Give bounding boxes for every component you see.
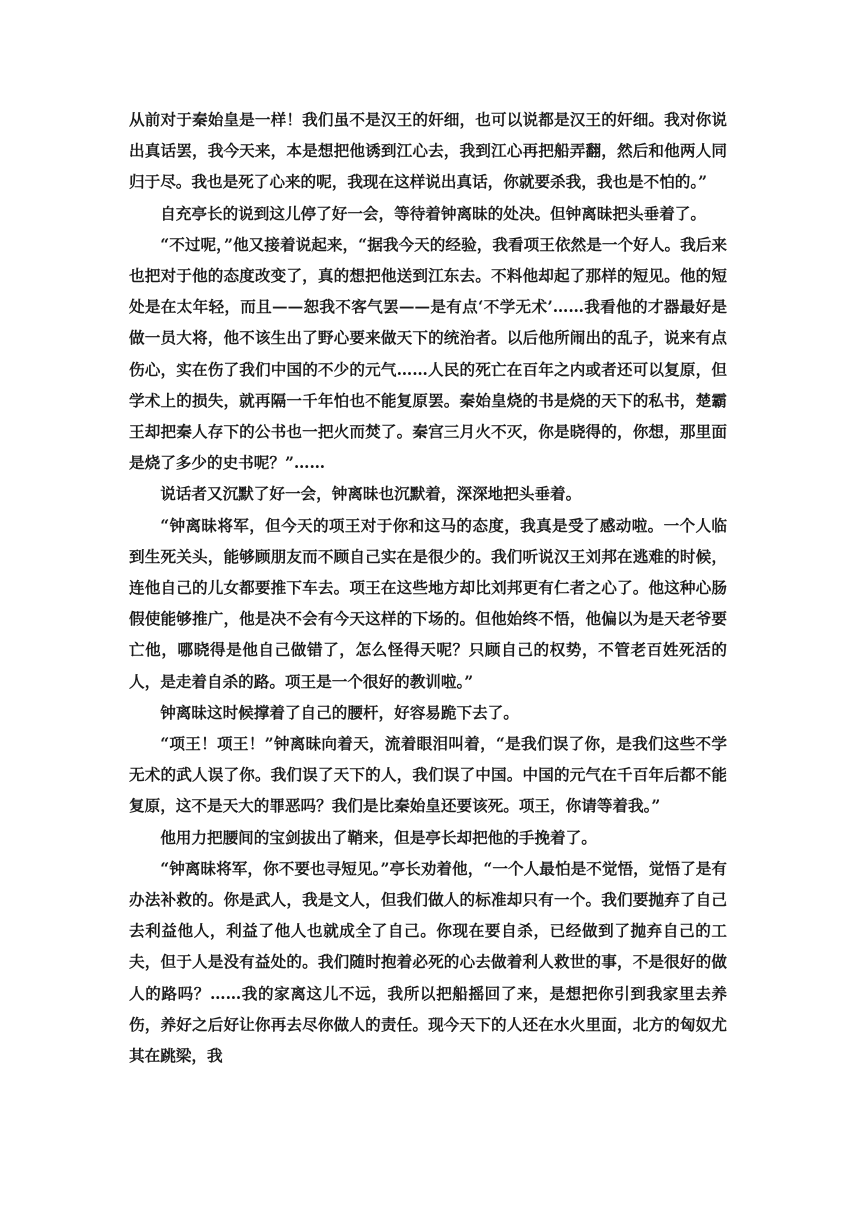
paragraph: 自充亭长的说到这儿停了好一会，等待着钟离昧的处决。但钟离昧把头垂着了。 xyxy=(160,203,706,223)
paragraph: “钟离昧将军，你不要也寻短见。”亭长劝着他，“一个人最怕是不觉悟，觉悟了是有办法补救的。你是武人，我是文人，但我们做人的标准却只有一个。我们要抛弃了自己去利益他人，利益了他人也就成全了自己。你现在要自杀，已经做到了抛弃自己的工夫，但于人是没有益处的。我们随时抱着必死的心去做着利人救世的事，不是很好的做人的路吗？……我的家离这儿不远，我所以把船摇回了来，是想把你引到我家里去养伤，养好之后好让你再去尽你做人的责任。现今天下的人还在水火里面，北方的匈奴尤其在跳梁，我 xyxy=(129,858,727,1066)
paragraph: “钟离昧将军，但今天的项王对于你和这马的态度，我真是受了感动啦。一个人临到生死关头，能够顾朋友而不顾自己实在是很少的。我们听说汉王刘邦在逃难的时候，连他自己的儿女都要推下车去。项王在这些地方却比刘邦更有仁者之心了。他这种心肠假使能够推广，他是决不会有今天这样的下场的。但他始终不悟，他偏以为是天老爷要亡他，哪晓得是他自己做错了，怎么怪得天呢？只顾自己的权势，不管老百姓死活的人，是走着自杀的路。项王是一个很好的教训啦。” xyxy=(129,515,727,691)
paragraph: 说话者又沉默了好一会，钟离昧也沉默着，深深地把头垂着。 xyxy=(160,484,582,504)
document-body xyxy=(129,104,727,1071)
paragraph: “项王！项王！”钟离昧向着天，流着眼泪叫着，“是我们误了你，是我们这些不学无术的武人误了你。我们误了天下的人，我们误了中国。中国的元气在千百年后都不能复原，这不是天大的罪恶吗？我们是比秦始皇还要该死。项王，你请等着我。” xyxy=(129,734,727,816)
paragraph: 钟离昧这时候撑着了自己的腰杆，好容易跪下去了。 xyxy=(160,702,519,722)
paragraph: “不过呢，”他又接着说起来，“据我今天的经验，我看项王依然是一个好人。我后来也把对于他的态度改变了，真的想把他送到江东去。不料他却起了那样的短见。他的短处是在太年轻，而且——恕我不客气罢——是有点‘不学无术’……我看他的才器最好是做一员大将，他不该生出了野心要来做天下的统治者。以后他所闹出的乱子，说来有点伤心，实在伤了我们中国的不少的元气……人民的死亡在百年之内或者还可以复原，但学术上的损失，就再隔一千年怕也不能复原罢。秦始皇烧的书是烧的天下的私书，楚霸王却把秦人存下的公书也一把火而焚了。秦宫三月火不灭，你是晓得的，你想，那里面是烧了多少的史书呢？”…… xyxy=(129,234,727,473)
paragraph: 从前对于秦始皇是一样！我们虽不是汉王的奸细，也可以说都是汉王的奸细。我对你说出真话罢，我今天来，本是想把他诱到江心去，我到江心再把船弄翻，然后和他两人同归于尽。我也是死了心来的呢，我现在这样说出真话，你就要杀我，我也是不怕的。” xyxy=(129,110,727,192)
paragraph: 他用力把腰间的宝剑拔出了鞘来，但是亭长却把他的手挽着了。 xyxy=(160,827,597,847)
